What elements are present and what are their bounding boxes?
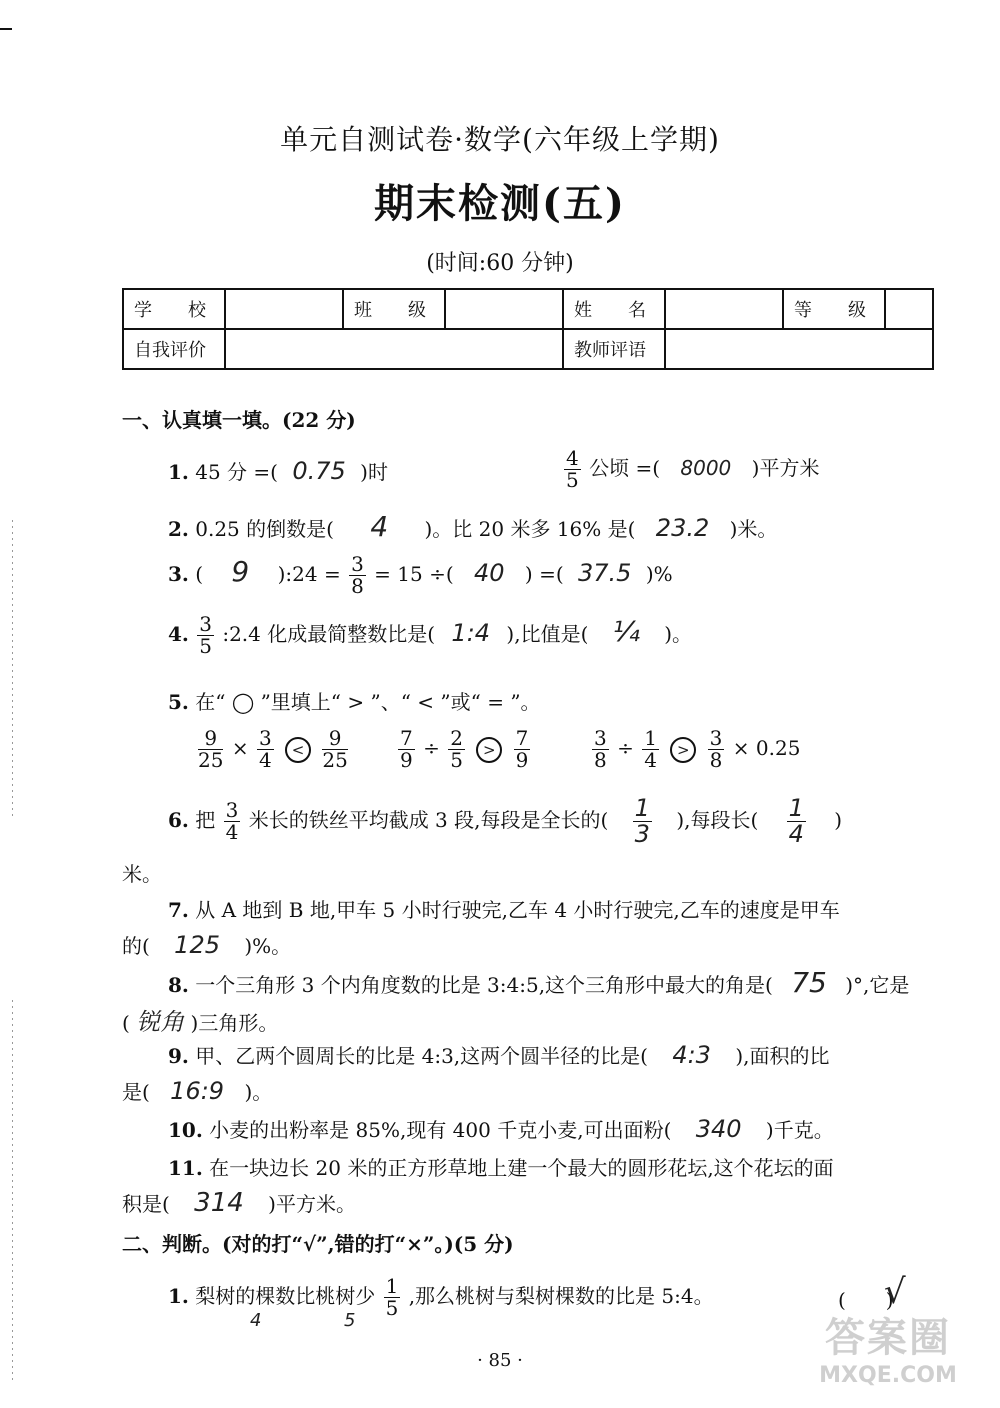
question-number: 6. [168,808,189,833]
answer-handwritten[interactable]: 锐角 [136,1008,185,1036]
question-text: 的( [122,934,150,958]
fraction: $\frac{3}{4}$ [225,798,239,845]
time-limit: (时间:60 分钟) [426,251,574,276]
answer-handwritten[interactable]: $\frac{1}{4}$ [788,794,804,849]
watermark-logo: 答案圈 [825,1315,951,1361]
student-info-table [122,288,934,370]
question-text: )%。 [244,934,292,958]
teacher-eval-field[interactable] [665,329,933,369]
corner-mark [0,28,12,30]
answer-handwritten[interactable]: 23.2 [655,514,710,542]
question-2 [168,510,777,543]
answer-handwritten[interactable]: 125 [174,931,220,959]
question-7 [168,894,840,923]
question-text: )°,它是 [845,973,910,997]
comparison-answer[interactable]: > [476,737,502,763]
school-field[interactable] [225,289,343,329]
section1-title: 一、认真填一填。(22 分) [122,408,356,432]
answer-handwritten[interactable]: 8000 [680,456,732,480]
name-field[interactable] [665,289,783,329]
question-5 [168,686,541,715]
question-number: 4. [168,622,189,646]
question-number: 1. [168,1284,189,1308]
answer-handwritten[interactable]: 75 [791,966,827,999]
answer-handwritten[interactable]: 4 [370,510,389,543]
question-text: 公顷 =( [589,456,661,480]
binding-margin-dots [12,520,13,820]
question-text: 梨树的棵数比桃树少 [195,1284,376,1308]
question-8 [168,966,909,999]
watermark [788,1306,988,1388]
question-9 [168,1040,829,1069]
question-11 [168,1152,834,1181]
class-field[interactable] [445,289,563,329]
question-text: 从 A 地到 B 地,甲车 5 小时行驶完,乙车 4 小时行驶完,乙车的速度是甲车 [195,898,840,922]
answer-handwritten[interactable]: 37.5 [578,559,632,587]
question-6 [168,796,842,847]
page-number: · 85 · [477,1350,523,1371]
name-label: 姓 名 [563,289,665,329]
question-number: 2. [168,517,189,541]
page-title: 期末检测(五) [374,180,626,227]
question-number: 3. [168,562,189,586]
question-9-cont [122,1076,272,1105]
question-text: )千克。 [765,1118,834,1142]
teacher-eval-label: 教师评语 [563,329,665,369]
question-text: 是( [122,1080,150,1104]
question-text: 45 分 =( [195,460,278,484]
question-1 [168,456,388,485]
question-text: )平方米 [751,456,820,480]
answer-handwritten[interactable]: 4:3 [672,1041,711,1069]
question-number: 1. [168,460,189,484]
question-text: )平方米。 [268,1192,356,1216]
question-1b [562,448,819,491]
school-label: 学 校 [123,289,225,329]
question-text: ),面积的比 [735,1044,830,1068]
grade-field[interactable] [885,289,933,329]
fraction: $\frac{3}{5}$ [199,612,212,658]
question-text: 小麦的出粉率是 85%,现有 400 千克小麦,可出面粉( [209,1118,672,1142]
answer-handwritten[interactable]: ¼ [612,615,640,648]
question-text: ):24 = [277,562,341,586]
answer-handwritten[interactable]: 314 [194,1188,244,1218]
question-text: 米长的铁丝平均截成 3 段,每段是全长的( [248,808,609,833]
question-number: 5. [168,690,189,714]
fraction: $\frac{4}{5}$ [566,446,579,492]
compare-expression-1: $\frac{9}{25}$ × $\frac{3}{4}$ < $\frac{9}{25}$ [198,726,348,772]
question-7-cont [122,930,291,959]
question-text: )三角形。 [190,1011,279,1035]
question-text: ( [122,1011,130,1035]
question-text: ) =( [524,562,564,586]
handwritten-note: 4 [250,1310,262,1331]
question-6-cont: 米。 [122,862,162,886]
series-title: 单元自测试卷·数学(六年级上学期) [280,123,720,156]
self-eval-field[interactable] [225,329,563,369]
section2-title: 二、判断。(对的打“√”,错的打“×”。)(5 分) [122,1232,514,1256]
watermark-url: MXQE.COM [819,1363,957,1388]
answer-handwritten[interactable]: 0.75 [292,457,346,485]
question-text: )% [645,562,673,586]
question-8-cont [122,1002,278,1037]
question-3 [168,554,673,597]
class-label: 班 级 [343,289,445,329]
compare-expression-2: $\frac{7}{9}$ ÷ $\frac{2}{5}$ > $\frac{7}{9}$ [400,726,529,772]
question-number: 7. [168,898,189,922]
question-number: 9. [168,1044,189,1068]
fraction: $\frac{3}{8}$ [351,552,364,598]
question-text: )。 [664,622,693,646]
question-text: ),每段长( [676,808,759,833]
question-text: ( [195,562,204,586]
question-text: 把 [195,808,216,833]
question-number: 10. [168,1118,203,1142]
answer-handwritten[interactable]: $\frac{1}{3}$ [634,794,650,849]
question-text: ) [834,808,843,833]
answer-handwritten[interactable]: 1:4 [451,619,491,647]
answer-handwritten[interactable]: 40 [474,559,505,587]
question-text: :2.4 化成最简整数比是( [222,622,436,646]
question-text: 0.25 的倒数是( [195,517,334,541]
answer-handwritten[interactable]: 16:9 [170,1077,225,1105]
fraction: $\frac{1}{5}$ [385,1274,399,1320]
question-text: 在“ ◯ ”里填上“ > ”、“ < ”或“ = ”。 [195,690,541,714]
question-text: 积是( [122,1192,170,1216]
binding-margin-dots [12,1000,13,1380]
question-11-cont [122,1188,356,1218]
question-text: ),比值是( [506,622,589,646]
question-text: )米。 [729,517,778,541]
question-text: 甲、乙两个圆周长的比是 4:3,这两个圆半径的比是( [195,1044,648,1068]
grade-label: 等 级 [783,289,885,329]
question-text: 在一块边长 20 米的正方形草地上建一个最大的圆形花坛,这个花坛的面 [209,1156,834,1180]
question-text: ,那么桃树与梨树棵数的比是 5:4。 [408,1284,714,1308]
question-text: )。 [244,1080,273,1104]
answer-check-mark[interactable]: √ [884,1272,906,1312]
handwritten-note: 5 [344,1310,356,1331]
question-4 [168,614,692,657]
question-text: )。比 20 米多 16% 是( [424,517,636,541]
question-number: 8. [168,973,189,997]
answer-handwritten[interactable]: 9 [231,555,250,588]
question-text: )时 [360,460,388,484]
question-10 [168,1114,834,1143]
question-text: 一个三角形 3 个内角度数的比是 3:4:5,这个三角形中最大的角是( [195,973,773,997]
judgement-1-paren: ( ) [838,1288,894,1312]
question-text: = 15 ÷( [374,562,454,586]
question-number: 11. [168,1156,203,1180]
comparison-answer[interactable]: > [670,737,696,763]
self-eval-label: 自我评价 [123,329,225,369]
comparison-answer[interactable]: < [285,737,311,763]
compare-expression-3: $\frac{3}{8}$ ÷ $\frac{1}{4}$ > $\frac{3}{8}$ × 0.25 [594,726,801,772]
answer-handwritten[interactable]: 340 [695,1115,742,1143]
